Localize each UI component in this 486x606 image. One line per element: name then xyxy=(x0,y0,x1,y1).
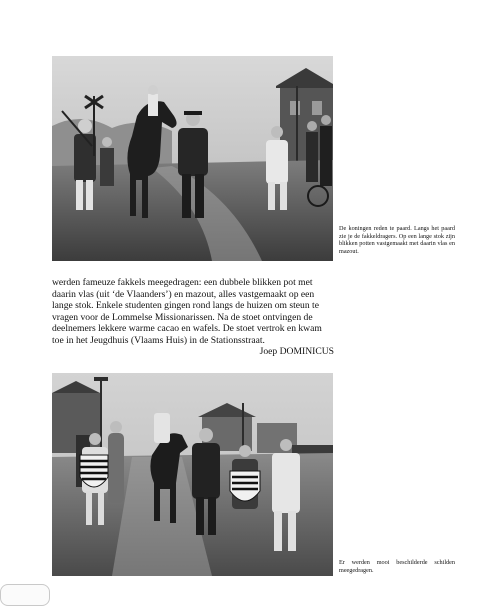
photo-procession-horse xyxy=(52,56,333,261)
page-corner-tab[interactable] xyxy=(0,584,50,606)
photo-procession-shields xyxy=(52,373,333,576)
photo-procession-shields-image xyxy=(52,373,333,576)
photo-procession-horse-image xyxy=(52,56,333,261)
article-author: Joep DOMINICUS xyxy=(259,346,334,357)
photo-caption-top: De koningen reden te paard. Langs het paard zie je de fakkeldragers. Op een lange stok zijn blikken potten vastgemaakt met daarin vlas en mazout. xyxy=(339,225,455,255)
article-body: werden fameuze fakkels meegedragen: een dubbele blikken pot met daarin vlas (uit ‘de Vlaanders’) en mazout, alles vastgemaakt op een lange stok. Enkele studenten gingen rond langs de huizen om steun te vragen voor de Lommelse Missionarissen. Na de stoet ontvingen de deelnemers lekkere warme cacao en wafels. De stoet vertrok en kwam toe in het Jeugdhuis (Vlaams Huis) in de Stationsstraat. xyxy=(52,277,322,346)
photo-caption-bottom: Er werden mooi beschilderde schilden meegedragen. xyxy=(339,559,455,574)
